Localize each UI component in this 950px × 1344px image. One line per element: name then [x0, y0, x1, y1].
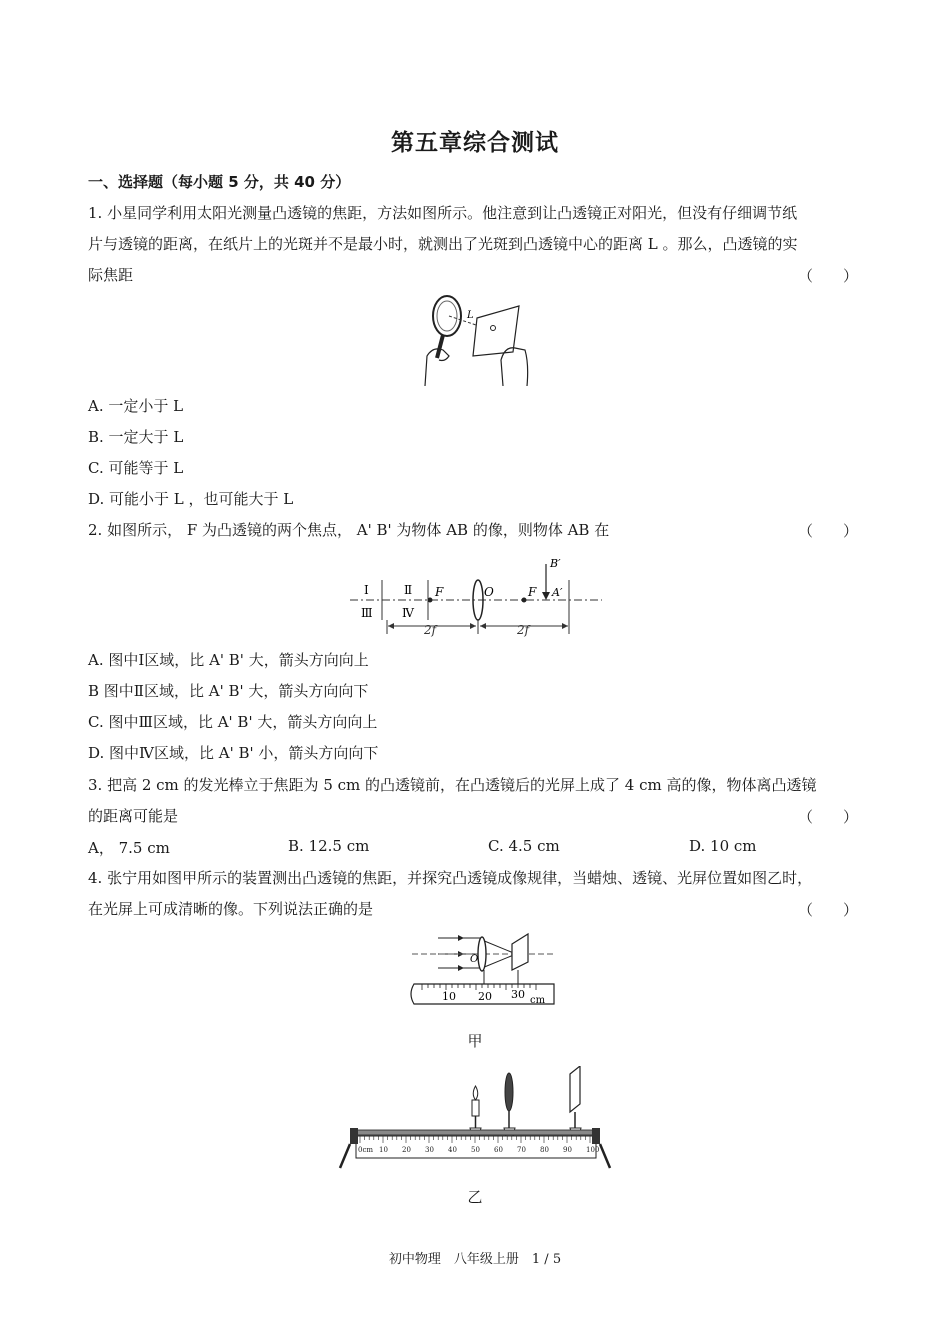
ruler-tick-label: 100 [586, 1146, 600, 1154]
figure-jia-caption: 甲 [467, 1032, 483, 1050]
q3-option-c: C. 4.5 cm [488, 837, 560, 855]
ruler-tick-label: 70 [517, 1146, 526, 1154]
region-I: Ⅰ [364, 583, 369, 597]
q2-answer-blank: （ ） [798, 522, 859, 540]
page-footer: 初中物理 八年级上册 1 / 5 [388, 1252, 562, 1267]
distance-2f-right: 2f [517, 623, 530, 637]
paper-sheet [473, 306, 519, 356]
q4-figure-yi [338, 1066, 614, 1172]
right-hand [501, 348, 528, 386]
distance-2f-left: 2f [424, 623, 437, 637]
q2-stem: 2. 如图所示， F 为凸透镜的两个焦点， A' B' 为物体 AB 的像，则物体 AB 在 [88, 521, 610, 539]
candle-flame [473, 1086, 478, 1100]
region-II: Ⅱ [404, 583, 413, 597]
focus-left-label: F [435, 585, 444, 599]
focus-right-point [522, 598, 527, 603]
ruler-tick-label: 30 [425, 1146, 434, 1154]
section-heading: 一、选择题（每小题 5 分，共 40 分） [88, 173, 351, 191]
q3-option-a: A， 7.5 cm [88, 839, 170, 857]
q1-line-1: 1. 小星同学利用太阳光测量凸透镜的焦距，方法如图所示。他注意到让凸透镜正对阳光，但没有仔细调节纸 [88, 204, 798, 222]
q4-line-1: 4. 张宁用如图甲所示的装置测出凸透镜的焦距，并探究凸透镜成像规律，当蜡烛、透镜、光屏位置如图乙时， [88, 869, 813, 887]
q3-option-d: D. 10 cm [689, 837, 757, 855]
ruler-unit: cm [530, 995, 546, 1006]
q1-line-2: 片与透镜的距离，在纸片上的光斑并不是最小时，就测出了光斑到凸透镜中心的距离 L 。那么，凸透镜的实 [88, 235, 798, 253]
lens-center-label: O [484, 585, 494, 599]
image-bottom-label: A′ [552, 586, 563, 599]
region-III: Ⅲ [361, 606, 373, 620]
q4-line-2: 在光屏上可成清晰的像。下列说法正确的是 [88, 900, 374, 918]
q2-option-b: B 图中Ⅱ区域，比 A' B' 大，箭头方向向下 [88, 682, 369, 700]
q4-answer-blank: （ ） [798, 901, 859, 919]
q1-option-a: A. 一定小于 L [88, 397, 184, 415]
magnifier-handle [437, 335, 443, 358]
ruler-tick-label: 50 [471, 1146, 480, 1154]
ruler-tick-label: 80 [540, 1146, 549, 1154]
focus-left-point [428, 598, 433, 603]
q3-answer-blank: （ ） [798, 808, 859, 826]
q3-line-2: 的距离可能是 [88, 807, 179, 825]
candle [472, 1100, 479, 1116]
q1-figure-label-L: L [467, 310, 474, 321]
q2-lens-diagram [350, 554, 605, 638]
q3-line-1: 3. 把高 2 cm 的发光棒立于焦距为 5 cm 的凸透镜前，在凸透镜后的光屏上成了 4 cm 高的像，物体离凸透镜 [88, 776, 817, 794]
ruler-tick-label: 0cm [358, 1146, 374, 1154]
convex-lens [505, 1073, 513, 1111]
image-top-label: B′ [550, 557, 561, 570]
q4-figure-jia [408, 932, 558, 1012]
page-title: 第五章综合测试 [391, 130, 559, 156]
right-leg [600, 1144, 610, 1168]
q2-option-a: A. 图中Ⅰ区域，比 A' B' 大，箭头方向向上 [88, 651, 369, 669]
ruler-tick-label: 20 [402, 1146, 411, 1154]
q1-magnifier-figure [415, 290, 545, 388]
q3-option-b: B. 12.5 cm [288, 837, 370, 855]
q1-option-b: B. 一定大于 L [88, 428, 184, 446]
light-screen [512, 934, 528, 970]
light-screen [570, 1066, 580, 1112]
ruler-tick-label: 90 [563, 1146, 572, 1154]
region-IV: Ⅳ [402, 606, 414, 620]
lens [478, 937, 486, 971]
ruler-tick-label: 10 [379, 1146, 388, 1154]
q1-option-c: C. 可能等于 L [88, 459, 184, 477]
q1-line-3: 际焦距 [88, 266, 134, 284]
focus-right-label: F [528, 585, 537, 599]
q3-options-row [0, 837, 950, 857]
figure-yi-caption: 乙 [467, 1188, 483, 1206]
q1-answer-blank: （ ） [798, 267, 859, 285]
right-end-clamp [592, 1128, 600, 1144]
q2-option-c: C. 图中Ⅲ区域，比 A' B' 大，箭头方向向上 [88, 713, 378, 731]
ruler-tick-30: 30 [511, 988, 525, 1001]
q1-option-d: D. 可能小于 L ，也可能大于 L [88, 490, 294, 508]
left-leg [340, 1144, 350, 1168]
left-end-clamp [350, 1128, 358, 1144]
ruler-tick-label: 40 [448, 1146, 457, 1154]
lens-center-label: O [470, 954, 479, 965]
q2-option-d: D. 图中Ⅳ区域，比 A' B' 小，箭头方向向下 [88, 744, 379, 762]
ruler-tick-20: 20 [478, 990, 492, 1003]
ruler-tick-label: 60 [494, 1146, 503, 1154]
ruler-tick-10: 10 [442, 990, 456, 1003]
